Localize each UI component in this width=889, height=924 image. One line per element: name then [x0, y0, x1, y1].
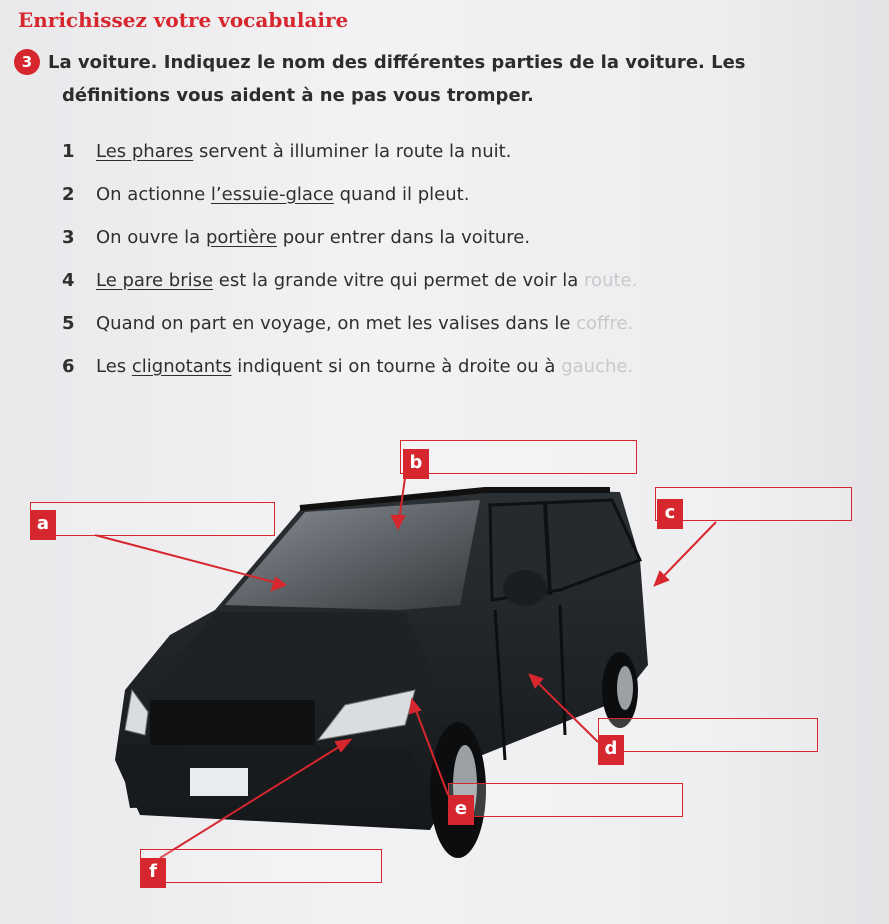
- item-text-pre: On ouvre la: [96, 227, 206, 248]
- pointer-a: [95, 535, 285, 585]
- rear-rim: [617, 666, 633, 710]
- item-number: 3: [62, 227, 75, 248]
- sentence-item: [62, 130, 862, 173]
- exercise-instruction: [14, 46, 864, 112]
- sentence-item: [62, 216, 862, 259]
- section-heading: Enrichissez votre vocabulaire: [18, 8, 349, 32]
- answer-box-f[interactable]: [140, 849, 382, 883]
- item-text-post: servent à illuminer la route la nuit.: [193, 141, 512, 162]
- item-term: portière: [205, 227, 277, 248]
- answer-box-d[interactable]: [598, 718, 818, 752]
- item-number: 4: [62, 270, 75, 291]
- answer-box-e[interactable]: [448, 783, 683, 817]
- item-faded-text: gauche.: [561, 356, 634, 377]
- item-term: Le pare brise: [96, 270, 214, 291]
- sentence-item: [62, 345, 862, 388]
- item-text-post: est la grande vitre qui permet de voir la: [213, 270, 585, 291]
- answer-box-a[interactable]: [30, 502, 275, 536]
- label-e: e: [448, 795, 474, 825]
- label-d: d: [598, 735, 624, 765]
- sentence-item: [62, 173, 862, 216]
- item-number: 2: [62, 184, 75, 205]
- sentence-item: [62, 302, 862, 345]
- item-number: 6: [62, 356, 75, 377]
- bumper: [118, 745, 425, 808]
- instruction-line-1: La voiture. Indiquez le nom des différentes parties de la voiture. Les: [48, 52, 746, 73]
- sentence-list: [62, 130, 862, 388]
- item-number: 5: [62, 313, 75, 334]
- side-mirror: [503, 570, 547, 606]
- item-term: l’essuie-glace: [210, 184, 334, 205]
- item-term: clignotants: [131, 356, 232, 377]
- label-a: a: [30, 510, 56, 540]
- item-term: Les phares: [96, 141, 194, 162]
- label-b: b: [403, 449, 429, 479]
- answer-box-c[interactable]: [655, 487, 852, 521]
- sentence-item: [62, 259, 862, 302]
- item-text-pre: On actionne: [96, 184, 211, 205]
- grille: [150, 700, 315, 745]
- item-number: 1: [62, 141, 75, 162]
- label-f: f: [140, 858, 166, 888]
- item-text-pre: Les: [96, 356, 132, 377]
- item-text-pre: Quand on part en voyage, on met les valises dans le: [96, 313, 577, 334]
- item-faded-text: coffre.: [576, 313, 634, 334]
- instruction-line-2: définitions vous aident à ne pas vous tromper.: [62, 85, 534, 106]
- item-text-post: pour entrer dans la voiture.: [277, 227, 531, 248]
- item-faded-text: route.: [584, 270, 638, 291]
- license-plate: [190, 768, 248, 796]
- answer-box-b[interactable]: [400, 440, 637, 474]
- exercise-number-badge: 3: [14, 49, 40, 75]
- item-text-post: quand il pleut.: [333, 184, 470, 205]
- label-c: c: [657, 499, 683, 529]
- item-text-post: indiquent si on tourne à droite ou à: [231, 356, 562, 377]
